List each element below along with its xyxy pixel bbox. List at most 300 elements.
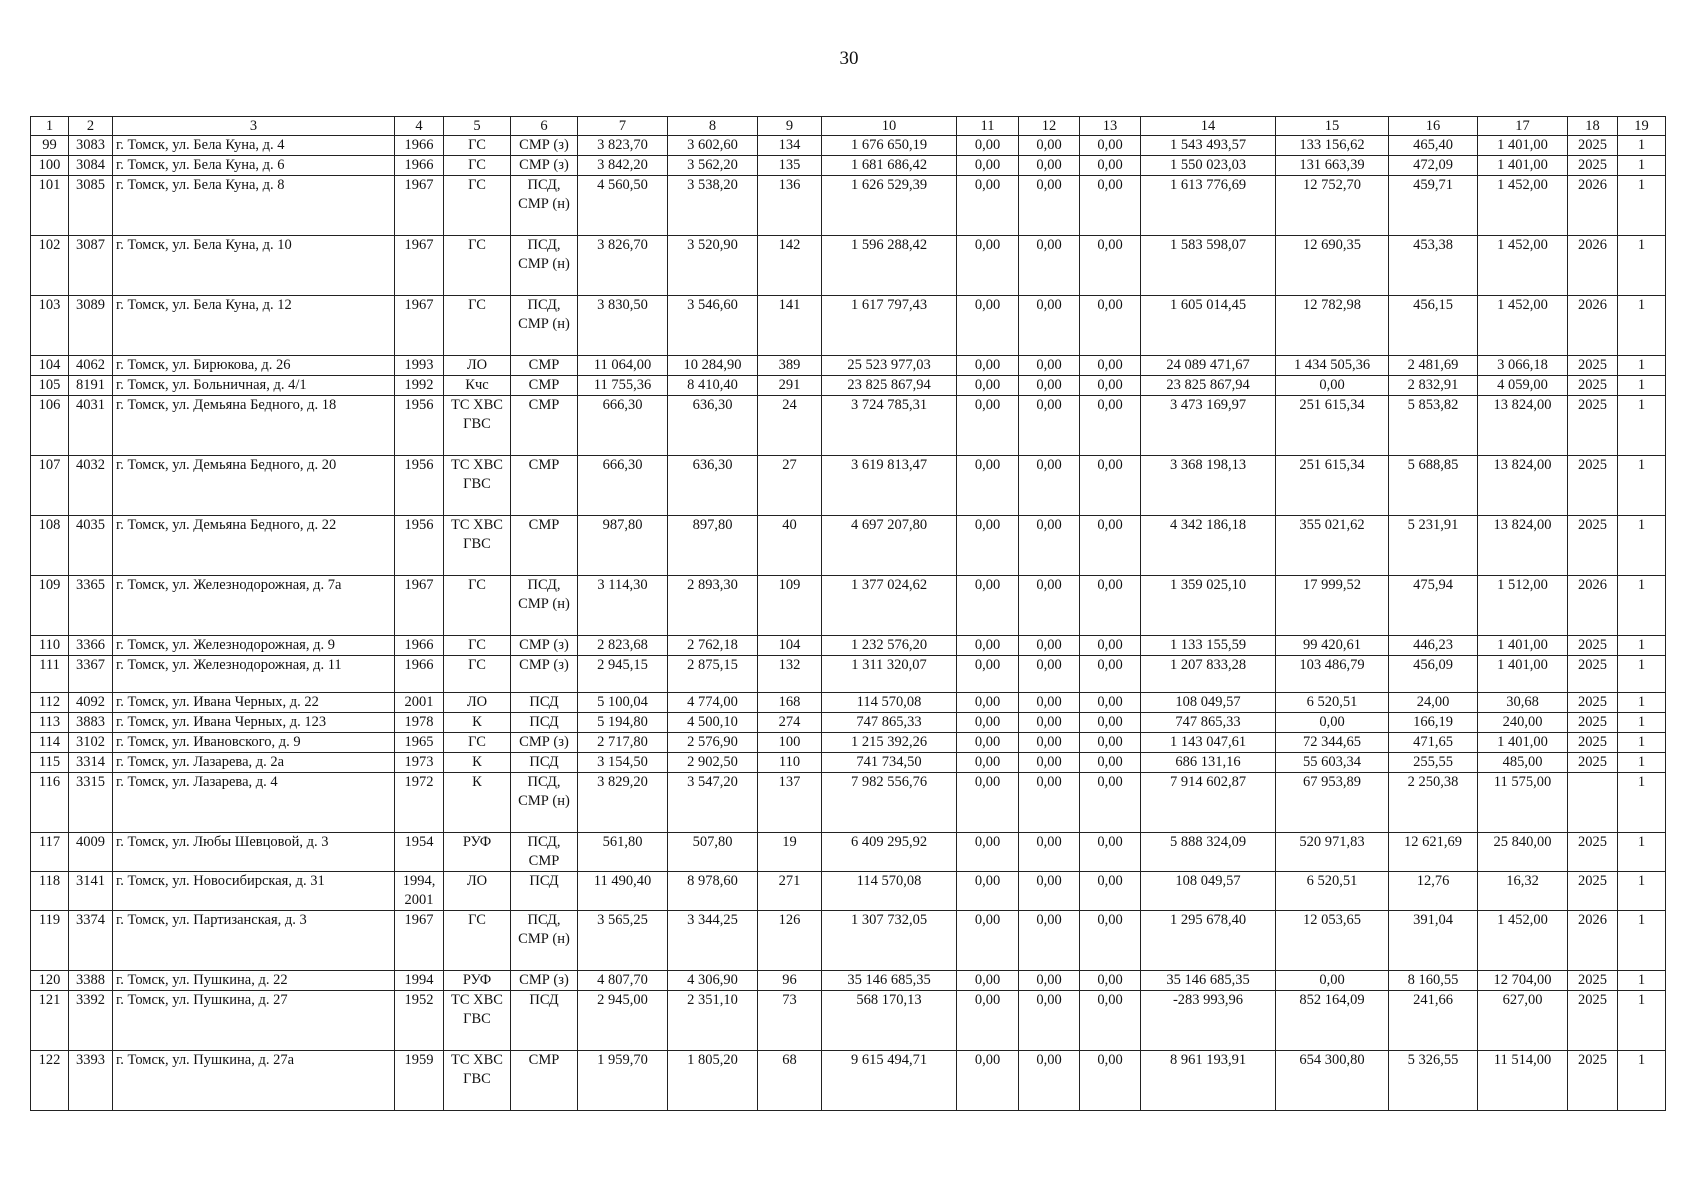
table-cell: 0,00 bbox=[1019, 911, 1080, 971]
table-cell: 141 bbox=[758, 296, 822, 356]
table-cell: 0,00 bbox=[1080, 872, 1141, 911]
table-cell: 1 bbox=[1618, 1051, 1666, 1111]
table-row bbox=[31, 576, 1666, 636]
table-cell: СМР bbox=[511, 1051, 578, 1111]
table-cell: 4035 bbox=[69, 516, 113, 576]
table-cell: 142 bbox=[758, 236, 822, 296]
table-cell: 17 999,52 bbox=[1276, 576, 1389, 636]
column-header: 14 bbox=[1141, 117, 1276, 136]
table-cell: 3084 bbox=[69, 156, 113, 176]
table-cell: 456,09 bbox=[1389, 656, 1478, 693]
table-cell: 114 570,08 bbox=[822, 872, 957, 911]
table-cell: 119 bbox=[31, 911, 69, 971]
table-cell: 0,00 bbox=[1080, 1051, 1141, 1111]
table-cell: СМР (з) bbox=[511, 656, 578, 693]
table-cell: 133 156,62 bbox=[1276, 136, 1389, 156]
table-cell: 251 615,34 bbox=[1276, 396, 1389, 456]
table-cell: 1973 bbox=[395, 753, 444, 773]
table-cell: 1 133 155,59 bbox=[1141, 636, 1276, 656]
table-cell: 105 bbox=[31, 376, 69, 396]
table-cell: г. Томск, ул. Лазарева, д. 2а bbox=[113, 753, 395, 773]
table-cell: 897,80 bbox=[668, 516, 758, 576]
table-cell: 5 231,91 bbox=[1389, 516, 1478, 576]
table-cell: 1 401,00 bbox=[1478, 656, 1568, 693]
column-header: 7 bbox=[578, 117, 668, 136]
table-cell: 0,00 bbox=[1080, 356, 1141, 376]
table-cell: 0,00 bbox=[1080, 911, 1141, 971]
table-cell: 3 520,90 bbox=[668, 236, 758, 296]
table-cell: 0,00 bbox=[1019, 456, 1080, 516]
table-cell: 2026 bbox=[1568, 576, 1618, 636]
table-cell: 3 368 198,13 bbox=[1141, 456, 1276, 516]
table-cell: 0,00 bbox=[1080, 773, 1141, 833]
table-cell: 0,00 bbox=[1080, 516, 1141, 576]
table-cell: 1 583 598,07 bbox=[1141, 236, 1276, 296]
table-cell: 507,80 bbox=[668, 833, 758, 872]
table-cell: 686 131,16 bbox=[1141, 753, 1276, 773]
table-cell: СМР (з) bbox=[511, 136, 578, 156]
table-cell: 1 bbox=[1618, 872, 1666, 911]
table-cell: 3 538,20 bbox=[668, 176, 758, 236]
table-cell: 5 194,80 bbox=[578, 713, 668, 733]
table-cell: 11 064,00 bbox=[578, 356, 668, 376]
table-cell: 0,00 bbox=[957, 376, 1019, 396]
table-cell: 3083 bbox=[69, 136, 113, 156]
table-cell: 1 215 392,26 bbox=[822, 733, 957, 753]
table-cell: 13 824,00 bbox=[1478, 396, 1568, 456]
table-cell: 7 914 602,87 bbox=[1141, 773, 1276, 833]
table-cell: 0,00 bbox=[957, 693, 1019, 713]
table-cell: 3 565,25 bbox=[578, 911, 668, 971]
table-cell: ПСД bbox=[511, 991, 578, 1051]
table-cell: 0,00 bbox=[1080, 713, 1141, 733]
table-cell: г. Томск, ул. Бела Куна, д. 6 bbox=[113, 156, 395, 176]
table-cell: 0,00 bbox=[957, 636, 1019, 656]
table-cell: 471,65 bbox=[1389, 733, 1478, 753]
table-cell: 0,00 bbox=[957, 773, 1019, 833]
table-cell: 1994 bbox=[395, 971, 444, 991]
table-cell: 1 295 678,40 bbox=[1141, 911, 1276, 971]
table-cell: 2 893,30 bbox=[668, 576, 758, 636]
table-cell: 2025 bbox=[1568, 456, 1618, 516]
column-header: 13 bbox=[1080, 117, 1141, 136]
table-cell: 8 160,55 bbox=[1389, 971, 1478, 991]
table-cell: СМР (з) bbox=[511, 971, 578, 991]
table-cell: 166,19 bbox=[1389, 713, 1478, 733]
table-cell: 456,15 bbox=[1389, 296, 1478, 356]
table-cell: 8191 bbox=[69, 376, 113, 396]
table-cell: г. Томск, ул. Новосибирская, д. 31 bbox=[113, 872, 395, 911]
table-cell: 391,04 bbox=[1389, 911, 1478, 971]
table-cell: 1 605 014,45 bbox=[1141, 296, 1276, 356]
table-cell: 108 bbox=[31, 516, 69, 576]
table-cell: ГС bbox=[444, 296, 511, 356]
table-cell: 1 bbox=[1618, 911, 1666, 971]
table-cell: г. Томск, ул. Бела Куна, д. 4 bbox=[113, 136, 395, 156]
table-cell: ГС bbox=[444, 176, 511, 236]
table-cell: 1 401,00 bbox=[1478, 636, 1568, 656]
table-cell: 0,00 bbox=[1276, 713, 1389, 733]
table-cell: 134 bbox=[758, 136, 822, 156]
table-cell: 102 bbox=[31, 236, 69, 296]
table-cell: 4031 bbox=[69, 396, 113, 456]
table-cell: 747 865,33 bbox=[822, 713, 957, 733]
table-cell: 3366 bbox=[69, 636, 113, 656]
table-cell: 1 bbox=[1618, 833, 1666, 872]
table-cell: СМР (з) bbox=[511, 733, 578, 753]
table-cell: К bbox=[444, 773, 511, 833]
table-cell: -283 993,96 bbox=[1141, 991, 1276, 1051]
table-cell: 240,00 bbox=[1478, 713, 1568, 733]
table-cell: ПСД, СМР (н) bbox=[511, 911, 578, 971]
table-cell: СМР bbox=[511, 396, 578, 456]
table-cell: 1 bbox=[1618, 236, 1666, 296]
table-cell: 1 512,00 bbox=[1478, 576, 1568, 636]
table-row bbox=[31, 833, 1666, 872]
table-cell: г. Томск, ул. Любы Шевцовой, д. 3 bbox=[113, 833, 395, 872]
table-cell: 116 bbox=[31, 773, 69, 833]
table-cell: 1 232 576,20 bbox=[822, 636, 957, 656]
table-cell: 8 410,40 bbox=[668, 376, 758, 396]
table-cell: 0,00 bbox=[1019, 396, 1080, 456]
table-cell: 19 bbox=[758, 833, 822, 872]
table-cell: 2025 bbox=[1568, 693, 1618, 713]
table-cell: 101 bbox=[31, 176, 69, 236]
table-cell: ТС ХВС ГВС bbox=[444, 991, 511, 1051]
table-cell: 472,09 bbox=[1389, 156, 1478, 176]
table-cell: 27 bbox=[758, 456, 822, 516]
table-cell: 2 351,10 bbox=[668, 991, 758, 1051]
table-cell: 627,00 bbox=[1478, 991, 1568, 1051]
table-cell: ПСД, СМР (н) bbox=[511, 236, 578, 296]
table-cell: 0,00 bbox=[1019, 733, 1080, 753]
table-cell: 0,00 bbox=[1080, 753, 1141, 773]
column-header: 11 bbox=[957, 117, 1019, 136]
table-cell: 4 807,70 bbox=[578, 971, 668, 991]
table-cell: ЛО bbox=[444, 356, 511, 376]
table-cell: 0,00 bbox=[1019, 156, 1080, 176]
table-cell: 654 300,80 bbox=[1276, 1051, 1389, 1111]
table-cell: 0,00 bbox=[1019, 136, 1080, 156]
table-cell: 0,00 bbox=[1080, 833, 1141, 872]
table-cell: ПСД, СМР (н) bbox=[511, 773, 578, 833]
table-cell: г. Томск, ул. Ивановского, д. 9 bbox=[113, 733, 395, 753]
table-cell: 2 717,80 bbox=[578, 733, 668, 753]
table-cell: г. Томск, ул. Бирюкова, д. 26 bbox=[113, 356, 395, 376]
table-cell: 4 500,10 bbox=[668, 713, 758, 733]
page-number: 30 bbox=[839, 48, 859, 69]
table-cell: 11 575,00 bbox=[1478, 773, 1568, 833]
table-cell: 100 bbox=[758, 733, 822, 753]
table-cell: 3 602,60 bbox=[668, 136, 758, 156]
table-cell: 636,30 bbox=[668, 396, 758, 456]
table-row bbox=[31, 911, 1666, 971]
table-cell: 135 bbox=[758, 156, 822, 176]
table-cell: 1954 bbox=[395, 833, 444, 872]
table-cell: 12 782,98 bbox=[1276, 296, 1389, 356]
table-row bbox=[31, 753, 1666, 773]
table-cell: 1 bbox=[1618, 773, 1666, 833]
table-row bbox=[31, 693, 1666, 713]
table-cell: 3 823,70 bbox=[578, 136, 668, 156]
table-cell: 1 bbox=[1618, 733, 1666, 753]
table-cell: 3 473 169,97 bbox=[1141, 396, 1276, 456]
table-cell: ТС ХВС ГВС bbox=[444, 396, 511, 456]
table-cell: 0,00 bbox=[1080, 636, 1141, 656]
table-cell: 1 359 025,10 bbox=[1141, 576, 1276, 636]
table-cell: 5 688,85 bbox=[1389, 456, 1478, 516]
table-cell: 99 420,61 bbox=[1276, 636, 1389, 656]
table-cell: 16,32 bbox=[1478, 872, 1568, 911]
table-cell: СМР bbox=[511, 356, 578, 376]
table-cell: 11 514,00 bbox=[1478, 1051, 1568, 1111]
table-cell: 1956 bbox=[395, 516, 444, 576]
table-cell: 0,00 bbox=[957, 516, 1019, 576]
table-cell: 10 284,90 bbox=[668, 356, 758, 376]
table-cell: г. Томск, ул. Бела Куна, д. 10 bbox=[113, 236, 395, 296]
table-cell: 4 697 207,80 bbox=[822, 516, 957, 576]
table-cell: ГС bbox=[444, 236, 511, 296]
table-cell: г. Томск, ул. Железнодорожная, д. 7а bbox=[113, 576, 395, 636]
table-cell: 3393 bbox=[69, 1051, 113, 1111]
table-row bbox=[31, 396, 1666, 456]
table-cell: 2025 bbox=[1568, 136, 1618, 156]
table-cell: 0,00 bbox=[1080, 456, 1141, 516]
table-cell: 1 307 732,05 bbox=[822, 911, 957, 971]
table-cell: 1 452,00 bbox=[1478, 176, 1568, 236]
table-cell: 106 bbox=[31, 396, 69, 456]
table-cell: 168 bbox=[758, 693, 822, 713]
table-cell: 7 982 556,76 bbox=[822, 773, 957, 833]
table-row bbox=[31, 971, 1666, 991]
table-cell: 2 832,91 bbox=[1389, 376, 1478, 396]
table-cell: г. Томск, ул. Пушкина, д. 27 bbox=[113, 991, 395, 1051]
table-cell: 9 615 494,71 bbox=[822, 1051, 957, 1111]
table-cell: 0,00 bbox=[1276, 971, 1389, 991]
table-cell: 103 bbox=[31, 296, 69, 356]
column-header: 12 bbox=[1019, 117, 1080, 136]
table-cell: 1952 bbox=[395, 991, 444, 1051]
table-cell: 1 bbox=[1618, 356, 1666, 376]
column-header: 5 bbox=[444, 117, 511, 136]
table-cell: 6 520,51 bbox=[1276, 872, 1389, 911]
table-cell: 1 596 288,42 bbox=[822, 236, 957, 296]
table-row bbox=[31, 872, 1666, 911]
table-cell: ПСД, СМР (н) bbox=[511, 176, 578, 236]
table-cell: 2 576,90 bbox=[668, 733, 758, 753]
table-cell: 2025 bbox=[1568, 636, 1618, 656]
table-cell: 2025 bbox=[1568, 656, 1618, 693]
table-cell: 0,00 bbox=[1080, 176, 1141, 236]
table-cell: 2025 bbox=[1568, 872, 1618, 911]
table-row bbox=[31, 713, 1666, 733]
table-cell: 72 344,65 bbox=[1276, 733, 1389, 753]
table-row bbox=[31, 156, 1666, 176]
table-cell: ТС ХВС ГВС bbox=[444, 516, 511, 576]
table-cell: 1 bbox=[1618, 636, 1666, 656]
table-cell: 40 bbox=[758, 516, 822, 576]
table-cell: ПСД, СМР bbox=[511, 833, 578, 872]
table-cell: 0,00 bbox=[1080, 376, 1141, 396]
table-row bbox=[31, 176, 1666, 236]
table-cell: 1 207 833,28 bbox=[1141, 656, 1276, 693]
table-cell: 0,00 bbox=[1019, 753, 1080, 773]
table-cell: 2025 bbox=[1568, 733, 1618, 753]
column-header: 3 bbox=[113, 117, 395, 136]
table-cell: г. Томск, ул. Пушкина, д. 27а bbox=[113, 1051, 395, 1111]
table-cell: 2 945,15 bbox=[578, 656, 668, 693]
table-cell: 1965 bbox=[395, 733, 444, 753]
table-cell: 3 842,20 bbox=[578, 156, 668, 176]
table-cell: г. Томск, ул. Ивана Черных, д. 22 bbox=[113, 693, 395, 713]
table-row bbox=[31, 991, 1666, 1051]
table-cell: 1967 bbox=[395, 236, 444, 296]
table-cell: 2025 bbox=[1568, 396, 1618, 456]
table-cell: ТС ХВС ГВС bbox=[444, 1051, 511, 1111]
table-cell: 13 824,00 bbox=[1478, 456, 1568, 516]
table-cell: 1966 bbox=[395, 656, 444, 693]
table-cell: 3883 bbox=[69, 713, 113, 733]
table-cell: 0,00 bbox=[1019, 516, 1080, 576]
table-cell: 1 bbox=[1618, 713, 1666, 733]
table-cell: 0,00 bbox=[957, 753, 1019, 773]
table-cell: 1 805,20 bbox=[668, 1051, 758, 1111]
table-cell: 113 bbox=[31, 713, 69, 733]
table-cell: 12,76 bbox=[1389, 872, 1478, 911]
table-row bbox=[31, 236, 1666, 296]
table-cell: 0,00 bbox=[1019, 991, 1080, 1051]
table-cell: 0,00 bbox=[1019, 693, 1080, 713]
table-cell: 0,00 bbox=[1019, 376, 1080, 396]
table-cell: 4009 bbox=[69, 833, 113, 872]
table-cell: 0,00 bbox=[957, 356, 1019, 376]
table-cell: 561,80 bbox=[578, 833, 668, 872]
table-cell: 1 bbox=[1618, 693, 1666, 713]
table-cell: 23 825 867,94 bbox=[1141, 376, 1276, 396]
table-cell: 3087 bbox=[69, 236, 113, 296]
table-cell: 0,00 bbox=[1019, 971, 1080, 991]
table-cell: 255,55 bbox=[1389, 753, 1478, 773]
table-cell: 0,00 bbox=[957, 236, 1019, 296]
table-cell: 3388 bbox=[69, 971, 113, 991]
table-cell: 122 bbox=[31, 1051, 69, 1111]
table-row bbox=[31, 376, 1666, 396]
table-cell: К bbox=[444, 753, 511, 773]
table-cell: 110 bbox=[758, 753, 822, 773]
table-cell: 0,00 bbox=[1080, 656, 1141, 693]
table-cell: 1 bbox=[1618, 176, 1666, 236]
table-cell: 0,00 bbox=[957, 296, 1019, 356]
table-cell: 0,00 bbox=[1080, 236, 1141, 296]
table-cell: 3085 bbox=[69, 176, 113, 236]
table-cell: 0,00 bbox=[1019, 833, 1080, 872]
table-cell: 8 978,60 bbox=[668, 872, 758, 911]
table-cell: ГС bbox=[444, 576, 511, 636]
table-cell: 5 100,04 bbox=[578, 693, 668, 713]
column-header: 19 bbox=[1618, 117, 1666, 136]
data-table bbox=[30, 116, 1666, 1111]
table-cell: 1 613 776,69 bbox=[1141, 176, 1276, 236]
table-cell: ПСД, СМР (н) bbox=[511, 576, 578, 636]
table-cell: 1959 bbox=[395, 1051, 444, 1111]
table-cell: 3102 bbox=[69, 733, 113, 753]
table-cell: 2025 bbox=[1568, 376, 1618, 396]
table-cell: 2 902,50 bbox=[668, 753, 758, 773]
table-cell: 2 481,69 bbox=[1389, 356, 1478, 376]
table-cell: 3 619 813,47 bbox=[822, 456, 957, 516]
table-cell: 109 bbox=[758, 576, 822, 636]
table-cell: 12 690,35 bbox=[1276, 236, 1389, 296]
table-cell: ГС bbox=[444, 156, 511, 176]
table-cell: 8 961 193,91 bbox=[1141, 1051, 1276, 1111]
table-cell: 4092 bbox=[69, 693, 113, 713]
table-cell: 1994, 2001 bbox=[395, 872, 444, 911]
table-cell: 136 bbox=[758, 176, 822, 236]
table-cell: РУФ bbox=[444, 971, 511, 991]
column-header: 1 bbox=[31, 117, 69, 136]
table-cell: 112 bbox=[31, 693, 69, 713]
table-cell: 1967 bbox=[395, 911, 444, 971]
table-cell: 11 755,36 bbox=[578, 376, 668, 396]
table-cell: 1966 bbox=[395, 636, 444, 656]
column-header: 17 bbox=[1478, 117, 1568, 136]
table-cell: 2025 bbox=[1568, 713, 1618, 733]
table-cell: 636,30 bbox=[668, 456, 758, 516]
table-cell: 0,00 bbox=[957, 656, 1019, 693]
table-cell: 120 bbox=[31, 971, 69, 991]
table-cell: 389 bbox=[758, 356, 822, 376]
table-cell: 3392 bbox=[69, 991, 113, 1051]
table-row bbox=[31, 356, 1666, 376]
table-cell: 465,40 bbox=[1389, 136, 1478, 156]
table-cell: 0,00 bbox=[1019, 576, 1080, 636]
table-cell: г. Томск, ул. Демьяна Бедного, д. 22 bbox=[113, 516, 395, 576]
table-cell: 0,00 bbox=[957, 733, 1019, 753]
table-cell: 6 409 295,92 bbox=[822, 833, 957, 872]
table-cell: 0,00 bbox=[1276, 376, 1389, 396]
table-cell: 6 520,51 bbox=[1276, 693, 1389, 713]
table-cell: 355 021,62 bbox=[1276, 516, 1389, 576]
table-cell: 3141 bbox=[69, 872, 113, 911]
table-cell: 446,23 bbox=[1389, 636, 1478, 656]
table-cell: г. Томск, ул. Демьяна Бедного, д. 20 bbox=[113, 456, 395, 516]
table-cell: 0,00 bbox=[957, 872, 1019, 911]
table-cell: ПСД bbox=[511, 872, 578, 911]
table-cell: 271 bbox=[758, 872, 822, 911]
column-header: 10 bbox=[822, 117, 957, 136]
table-cell: 1967 bbox=[395, 576, 444, 636]
table-cell: РУФ bbox=[444, 833, 511, 872]
table-cell: 251 615,34 bbox=[1276, 456, 1389, 516]
column-header: 6 bbox=[511, 117, 578, 136]
table-cell: 110 bbox=[31, 636, 69, 656]
table-cell: 0,00 bbox=[1080, 156, 1141, 176]
table-row bbox=[31, 296, 1666, 356]
table-cell: г. Томск, ул. Демьяна Бедного, д. 18 bbox=[113, 396, 395, 456]
table-cell: 3 826,70 bbox=[578, 236, 668, 296]
table-cell: г. Томск, ул. Железнодорожная, д. 9 bbox=[113, 636, 395, 656]
table-cell: К bbox=[444, 713, 511, 733]
table-cell: 73 bbox=[758, 991, 822, 1051]
table-cell: 1 401,00 bbox=[1478, 733, 1568, 753]
table-cell: СМР bbox=[511, 456, 578, 516]
table-cell: 4062 bbox=[69, 356, 113, 376]
table-cell: 2025 bbox=[1568, 991, 1618, 1051]
table-cell: 520 971,83 bbox=[1276, 833, 1389, 872]
table-cell: 0,00 bbox=[957, 576, 1019, 636]
table-cell: 25 523 977,03 bbox=[822, 356, 957, 376]
table-cell: 3 829,20 bbox=[578, 773, 668, 833]
